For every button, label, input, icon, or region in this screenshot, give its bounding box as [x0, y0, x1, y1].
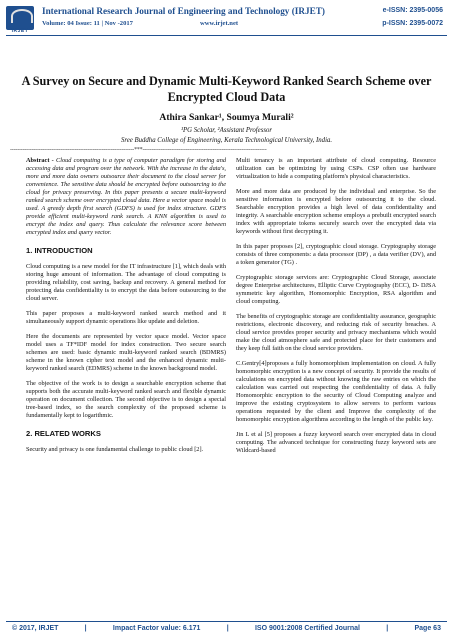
eissn: e-ISSN: 2395-0056 — [382, 7, 443, 14]
journal-url[interactable]: www.irjet.net — [200, 20, 239, 27]
heading-introduction: 1. INTRODUCTION — [26, 246, 93, 255]
affiliation-institution: Sree Buddha College of Engineering, Kerala Technological University, India. — [120, 137, 333, 144]
abstract-text: Cloud computing is a type of computer paradigm for storing and accessing data and program over the network. With the increase in the data's, more and more data owners outsource their document to the cloud server for convenience. The sensitive data should be encrypted before outsourcing to the cloud for privacy preserving. In this paper presents a secure multi-keyword ranked search scheme over encrypted cloud data. Here a vector space model is used. A greedy depth first search (GDFS) is used for index structure. GDFS provide efficient multi-keyword rank search. A KNN algorithm is used to encrypt the index and query. Thus calculate the relevance score between encrypted index and query vector. — [26, 157, 226, 236]
left-column — [26, 157, 226, 461]
logo-text: IRJET — [11, 28, 29, 34]
right-paragraph-7: Jin L et al [5] proposes a fuzzy keyword search over encrypted data in cloud computing. The advanced technique for constructing fuzzy keyword sets are Wildcard-based — [236, 431, 436, 454]
volume-line: Volume: 04 Issue: 11 | Nov -2017 — [42, 20, 133, 27]
footer-divider: | — [226, 625, 229, 632]
section-separator: ---------------------------------------------------------------------***--------------------------------------------------------------------- — [10, 147, 267, 153]
irjet-logo-icon — [6, 6, 34, 30]
right-paragraph-5: The benefits of cryptographic storage are confidentiality assurance, geographic restrictions, electronic discovery, and reducing risk of security breaches. A cloud service provides proper security and privacy mechanisms which would make the cloud atmosphere safe and protected place for their customers and they keep full faith on the cloud service providers. — [236, 313, 436, 352]
footer-copyright: © 2017, IRJET — [12, 625, 59, 632]
footer-impact: Impact Factor value: 6.171 — [112, 625, 201, 632]
paper-authors: Athira Sankar¹, Soumya Murali² — [159, 112, 294, 123]
page-header — [0, 0, 453, 36]
footer-rule — [6, 621, 447, 622]
footer-divider: | — [386, 625, 389, 632]
abstract — [26, 157, 226, 237]
footer-iso: ISO 9001:2008 Certified Journal — [254, 625, 360, 632]
intro-paragraph-2: This paper proposes a multi-keyword ranked search method and it simultaneously support dynamic operations like update and deletion. — [26, 310, 226, 325]
right-paragraph-2: More and more data are produced by the individual and enterprise. So the sensitive information is encrypted before outsourcing it to the cloud. Searchable encryption provides a high level of data confidentiality and integrity. A searchable encryption scheme employs a prebuilt encrypted search index with appropriate tokens securely search over the encrypted data via keywords without first decrypting it. — [236, 188, 436, 235]
abstract-label: Abstract - — [26, 157, 54, 164]
header-rule — [6, 35, 447, 36]
journal-title: International Research Journal of Engineering and Technology (IRJET) — [42, 6, 325, 16]
intro-paragraph-4: The objective of the work is to design a searchable encryption scheme that supports both the accurate multi-keyword ranked search and flexible dynamic operation on document collection. The second objective is to design a special tree-based index, so the search complexity of the proposed scheme is fundamentally kept to logarithmic. — [26, 380, 226, 419]
related-paragraph-1: Security and privacy is one fundamental challenge to public cloud [2]. — [26, 446, 204, 453]
page-footer — [12, 625, 441, 632]
footer-page-number: Page 63 — [414, 625, 441, 632]
right-paragraph-6: C.Gentry[4]proposes a fully homomorphism implementation on cloud. A fully homomorphic encryption is a new concept of security. It provide the results of calculations on encrypted data without knowing the raw entries on which the calculation was carried out respecting the confidentiality of data. A fully Homomorphic encryption to the security of Cloud Computing analyze and improve the existing cryptosystem to allow servers to perform various operations requested by the client and Improve the complexity of the homomorphic encryption algorithms according to the length of the public key. — [236, 360, 436, 423]
paper-title: A Survey on Secure and Dynamic Multi-Keyword Ranked Search Scheme over Encrypted Cloud Data — [21, 74, 432, 104]
intro-paragraph-3: Here the documents are represented by vector space model. Vector space model uses a TF*IDF model for index construction. Two secure search schemes are used: basic dynamic multi-keyword ranked search (BDMRS) scheme in the known cipher text model and the enhanced dynamic multi-keyword ranked search (EDMRS) scheme in the known background model. — [26, 333, 226, 372]
right-paragraph-1: Multi tenancy is an important attribute of cloud computing. Resource utilization can be optimizing by using CSPs. CSP often use hardware virtualization to hide a computing platform's physical characteristics. — [236, 157, 436, 180]
right-column — [236, 157, 436, 455]
affiliation-roles: ¹PG Scholar, ²Assistant Professor — [180, 127, 273, 134]
right-paragraph-3: In this paper proposes [2], cryptographic cloud storage. Cryptography storage consists of three components: a data processor (DP) , a data verifier (DV), and a token generator (TG) . — [236, 243, 436, 266]
heading-related-works: 2. RELATED WORKS — [26, 429, 101, 438]
intro-paragraph-1: Cloud computing is a new model for the IT infrastructure [1], which deals with storing huge amount of information. The advantage of cloud computing is providing reliability, cost saving, backup and recovery. A general method for protecting data confidentiality is to encrypt the data before outsourcing to the cloud server. — [26, 263, 226, 302]
footer-divider: | — [84, 625, 87, 632]
right-paragraph-4: Cryptographic storage services are: Cryptographic Cloud Storage, associate degree Enterprise architectures, Elliptic Curve Cryptography (ECC), D- DJSA symmetric key algorithm, Homomorphic Encryption, RSA algorithm and cloud computing. — [236, 274, 436, 305]
pissn: p-ISSN: 2395-0072 — [382, 20, 443, 27]
